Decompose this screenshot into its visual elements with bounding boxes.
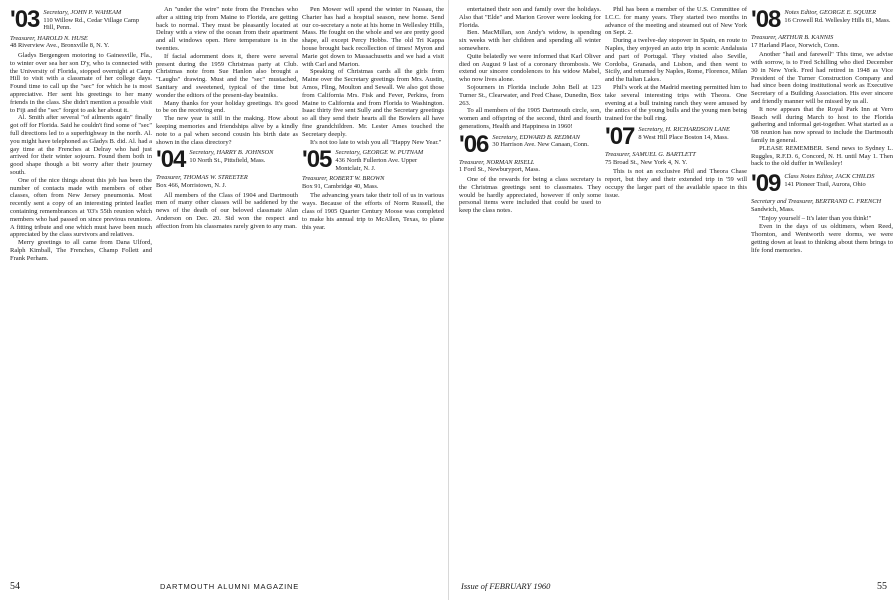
left-footer	[0, 578, 448, 594]
treasurer-1903: Treasurer, HAROLD N. HUSE	[10, 34, 88, 42]
paragraph: "Enjoy yourself – It's later than you think!"	[759, 215, 872, 223]
class-1907-header	[605, 122, 747, 150]
treasurer-address-1903: 48 Riverview Ave., Bronxville 8, N. Y.	[10, 42, 110, 50]
class-1905-header	[302, 146, 444, 174]
paragraph: One of the rewards for being a class secretary is the Christmas greetings sent to classmates. They would be hardly appreciated, however if only some personal items were included that could be used to keep the class notes.	[459, 175, 601, 215]
secretary-1906: Secretary, EDWARD B. REDMAN	[492, 133, 580, 141]
treasurer-address-1908: 17 Harland Place, Norwich, Conn.	[751, 41, 840, 49]
treasurer-1907: Treasurer, SAMUEL G. BARTLETT	[605, 150, 696, 158]
class-1903-section	[10, 6, 152, 262]
paragraph: Many thanks for your holiday greetings. It's good to be on the receiving end.	[156, 99, 298, 115]
paragraph: An "under the wire" note from the Frenches who after a sitting trip from Maine to Florida, are getting back to normal. They must be pleasantly located at Delray with a view of the ocean from their apartment and all windows open. Here temperature is in the twenties.	[156, 6, 298, 52]
paragraph: All members of the Class of 1904 and Dartmouth men of many other classes will be saddened by the news of the death of our beloved classmate Alan Anderson on Dec. 20. Sid won the respect and affection from his classmates rarely given to any man.	[156, 191, 298, 230]
right-footer	[449, 578, 896, 594]
class-1907-section	[605, 122, 747, 199]
paragraph: Pen Mower will spend the winter in Nassau, the Charter has had a hospital season, new home. Send our co-secretary a note at his home in Wellesley Hills, Mass. He fought on the whole and we are pretty good shape, all except Percy Hobbs. The old Tri Kappa house brought back recollection of times! Myron and Marie got down to Massachusetts and we had a visit with Carl and Marion.	[302, 6, 444, 68]
paragraph: During a twelve-day stopover in Spain, en route to Naples, they enjoyed an auto trip in scenic Andalusia and part of Portugal. They visited also Seville, Cordoba, Granada, and Lisbon, and then went to Sicily, and returned by Naples, Rome, Florence, Milan and the Italian Lakes.	[605, 37, 747, 84]
paragraph: Sojourners in Florida include John Bell at 123 Turner St., Clearwater, and Fred Chase, Dunedin, Box 263.	[459, 83, 601, 107]
paragraph: If facial adornment does it, there were several present during the 1959 Christmas party at Club. Christmas note from Sue Hanlon also brought a "Laughs" drawing. Must and the "sec" mustached, Sanitary and sweetened, typical of the time but wonder the editors of the present-day beatniks.	[156, 52, 298, 99]
class-1909-section	[751, 170, 893, 254]
class-1908-header	[751, 6, 893, 33]
secretary-1904: Secretary, HARRY B. JOHNSON	[189, 149, 274, 157]
paragraph: Ben. MacMillan, son Andy's widow, is spending six weeks with her children and spending all winter somewhere.	[459, 29, 601, 52]
paragraph: Quite belatedly we were informed that Karl Oliver died on August 9 last of a coronary thrombosis. We extend our sincere condolences to his widow Mabel, who now lives alone.	[459, 52, 601, 84]
class-year-1909: '09	[751, 170, 781, 198]
secretary-address-1906: 30 Harrison Ave. New Canaan, Conn.	[492, 141, 589, 149]
right-column-2	[605, 6, 747, 574]
treasurer-address-1907: 75 Broad St., New York 4, N. Y.	[605, 158, 688, 166]
treasurer-address-1906: 1 Ford St., Newburyport, Mass.	[459, 166, 540, 174]
class-year-1908: '08	[751, 6, 781, 33]
paragraph: It's not too late to wish you all "Happy New Year."	[310, 138, 442, 146]
notes-editor-1909: Class Notes Editor, JACK CHILDS	[784, 173, 875, 181]
right-column-1	[459, 6, 601, 574]
paragraph: Phil's work at the Madrid meeting permitted him to take several interesting trips with Theora. One evening at a bull training ranch they were amused by the antics of the young bulls and the young men being trained for the bull ring.	[605, 83, 747, 123]
page-number-left: 54	[10, 581, 20, 592]
left-column-3	[302, 6, 444, 574]
class-1906-header	[459, 130, 601, 158]
paragraph: Speaking of Christmas cards all the girls from Maine over the Secretary greetings from Mrs. Austin, Amos, Fling, Moulton and Sewall. We also got those from California Mrs. Fisk and Fever, Perkins, from Maine to California and from Florida to Washington. Isaac thirty five sent Sully and the Secretary greetings so all they send their hearts all the Bowlers all have fine grandchildren. Mr. Lester Ames touched the Secretary deeply.	[302, 68, 444, 138]
notes-editor-1908: Notes Editor, GEORGE E. SQUIER	[784, 9, 876, 16]
paragraph: One of the nice things about this job has been the number of contacts made with members of other classes, often from New Jersey pneumonia. Most recently sent a copy of an interesting printed leaflet containing remembrances at '03's 55th reunion which members who had passed on since previous reunions. A fitting tribute and one which must have been much appreciated by the class survivors and relatives.	[10, 176, 152, 239]
class-year-1903: '03	[10, 6, 40, 33]
left-column-2	[156, 6, 298, 574]
paragraph: Gladys Bergengren motoring to Gainesville, Fla., to winter over sea her son D'y, who is connected with the University of Florida, stopped overnight at Camp Hill to visit with a classmate of her college days. Found time to call up the "sec" for which he is most appreciative. Her sent his greetings to her many friends in the class. She didn't mention a possible visit to Fiji and the "sec" forgot to ask her about it.	[10, 51, 152, 114]
treasurer-1908: Treasurer, ARTHUR B. KANNIS	[751, 34, 834, 41]
notes-editor-address-1909: 141 Pioneer Trail, Aurora, Ohio	[784, 180, 866, 188]
paragraph: To all members of the 1905 Dartmouth circle, son, women and offspring of the second, third and fourth generations, Health and Happiness in 1960!	[459, 107, 601, 130]
left-column-1	[10, 6, 152, 574]
secretary-address-1903: 110 Willow Rd., Cedar Village Camp Hill, Penn.	[43, 16, 140, 32]
paragraph: It now appears that the Royal Park Inn at Vero Beach will during March to host to the Florida gathering and informal get-together. What started as a '08 reunion has now spread to include the Dartmouth family in general.	[751, 105, 893, 144]
secretary-1903: Secretary, JOHN P. WAHEAM	[43, 9, 122, 16]
treasurer-address-1909: Sandwich, Mass.	[751, 205, 795, 213]
secretary-1905: Secretary, GEORGE W. PUTNAM	[335, 149, 424, 157]
class-1905-section	[302, 146, 444, 231]
paragraph: entertained their son and family over the holidays. Also that "Elde" and Marion Grover were looking for Florida.	[459, 6, 601, 29]
treasurer-1909: Secretary and Treasurer, BERTRAND C. FRENCH	[751, 198, 882, 206]
class-1904-header	[156, 146, 298, 174]
treasurer-1904: Treasurer, THOMAS W. STREETER	[156, 174, 248, 182]
treasurer-address-1905: Box 91, Cambridge 40, Mass.	[302, 182, 379, 190]
paragraph: Phil has been a member of the U.S. Committee of I.C.C. for many years. They started two months in advance of the meeting and steamed out of New York on Sept. 2.	[605, 6, 747, 37]
paragraph: Another "hail and farewell" This time, we advise with sorrow, is to Fred Schilling who died December 30 in New York. Fred had retired in 1948 as Vice President of the Turner Construction Company and had since been doing institutional work as Executive Secretary of a Building Association. His ever sincere and friendly manner will be missed by us all.	[751, 51, 893, 105]
paragraph: Even in the days of us oldtimers, when Reed, Thornton, and Wentworth were dorms, we were getting down at least to thinking about them brings to life fond memories.	[751, 223, 893, 254]
class-1904-section	[156, 146, 298, 230]
secretary-address-1907: 8 West Hill Place Boston 14, Mass.	[638, 133, 729, 141]
treasurer-1905: Treasurer, ROBERT W. BROWN	[302, 175, 385, 183]
class-1909-header	[751, 170, 893, 198]
paragraph: Merry greetings to all came from Dana Ulford, Ralph Kimball, The Frenches, Champ Follett and Frank Perham.	[10, 239, 152, 262]
right-page	[448, 0, 896, 600]
page-number-right: 55	[877, 581, 887, 592]
right-column-3	[751, 6, 893, 574]
class-year-1907: '07	[605, 122, 635, 150]
secretary-1907: Secretary, H. RICHARDSON LANE	[638, 125, 730, 133]
issue-date: Issue of FEBRUARY 1960	[461, 581, 551, 591]
class-year-1906: '06	[459, 130, 489, 158]
treasurer-1906: Treasurer, NORMAN RISELL	[459, 158, 535, 166]
paragraph: PLEASE REMEMBER. Send news to Sydney L. Ruggles, R.F.D. 6, Concord, N. H. until May 1. Then back to the old duffer in Wellesley!	[751, 144, 893, 168]
class-1906-section	[459, 130, 601, 215]
class-1903-header	[10, 6, 152, 33]
class-1908-section	[751, 6, 893, 168]
class-year-1905: '05	[302, 146, 332, 174]
secretary-address-1904: 10 North St., Pittsfield, Mass.	[189, 156, 266, 164]
notes-editor-address-1908: 16 Crowell Rd. Wellesley Hills 81, Mass.	[784, 16, 891, 24]
paragraph: This is not an exclusive Phil and Theora Chase report, but they and their extended trip in '59 will occupy the larger part of the available space in this issue.	[605, 168, 747, 199]
secretary-address-1905: 436 North Fullerton Ave. Upper Montclair, N. J.	[335, 156, 418, 172]
magazine-title: DARTMOUTH ALUMNI MAGAZINE	[160, 582, 300, 591]
treasurer-address-1904: Box 466, Morristown, N. J.	[156, 181, 227, 189]
paragraph: The new year is still in the making. How about keeping memories and friendships alive by a kindly note to a pal when second cousin his birth date as shown in the class directory?	[156, 115, 298, 146]
paragraph: Al. Smith after several "of ailments again" finally got off for Florida. Said he couldn't find some of "sec" full directions led to a superhighway in the north. Al. you might have telephoned as Gladys B. did. Al. had a gay time at the Frenches at Delray who had just arrived for their winter sojourn. Found them both in good shape though a bit worry after their journey south.	[10, 114, 152, 176]
paragraph: The advancing years take their toll of us in various ways. Because of the efforts of Norm Russell, the class of 1905 Quarter Century Moose was completed to make his annual trip to McAllen, Texas, to plane this year.	[302, 192, 444, 231]
class-year-1904: '04	[156, 146, 186, 174]
